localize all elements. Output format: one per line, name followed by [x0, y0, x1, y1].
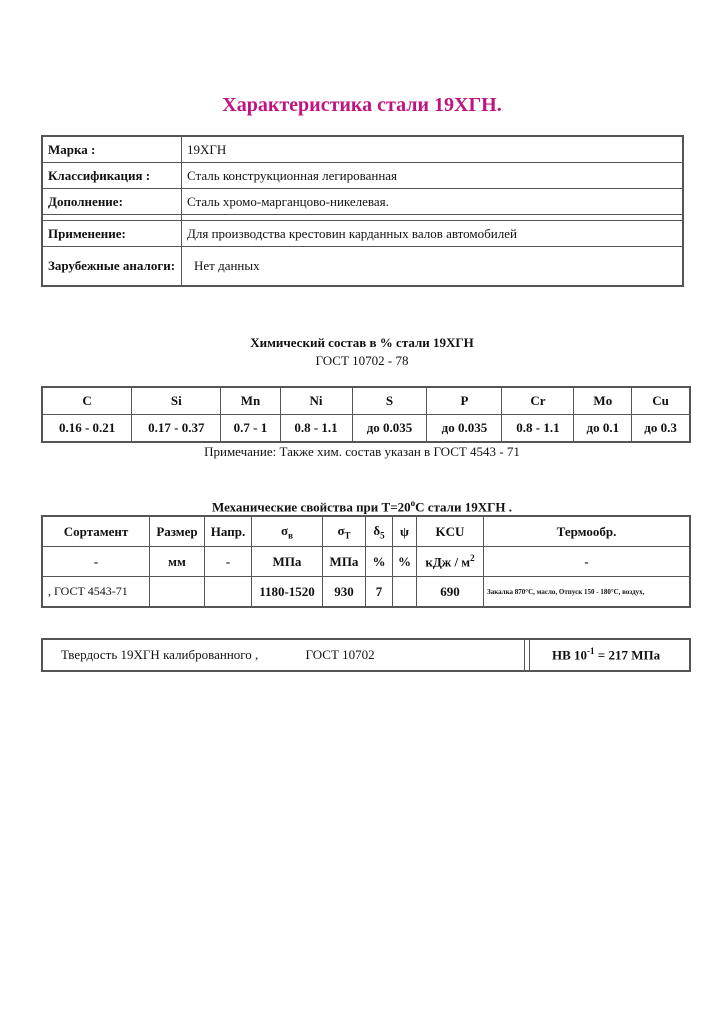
sigma-symbol: σ [281, 522, 289, 538]
mech-value: 1180-1520 [252, 577, 323, 607]
hardness-value-pre: HB 10 [552, 647, 588, 663]
mech-header: Напр. [205, 517, 252, 547]
mech-unit: мм [150, 547, 205, 577]
hardness-value-sup: -1 [587, 646, 595, 657]
chem-header: Mn [221, 388, 280, 415]
mech-unit: % [393, 547, 417, 577]
mech-unit-kcu [417, 547, 484, 577]
mech-unit: МПа [252, 547, 323, 577]
kcu-unit: кДж / м [425, 554, 471, 570]
mech-title-tail: C стали 19ХГН . [415, 499, 512, 515]
sigma-sub: в [288, 530, 293, 541]
chem-header: Ni [280, 388, 352, 415]
chem-value: 0.17 - 0.37 [132, 415, 221, 442]
table-row [43, 221, 683, 247]
chem-header: Cu [632, 388, 690, 415]
chem-header: Mo [574, 388, 632, 415]
chem-title: Химический состав в % стали 19ХГН [250, 335, 474, 350]
chem-header: P [427, 388, 502, 415]
mech-unit: - [43, 547, 150, 577]
chem-header-row [43, 388, 690, 415]
chem-header: Si [132, 388, 221, 415]
mech-header-row [43, 517, 690, 547]
mech-value: 7 [366, 577, 393, 607]
chem-value: 0.8 - 1.1 [280, 415, 352, 442]
chem-header: S [352, 388, 427, 415]
chem-header: Cr [502, 388, 574, 415]
chem-table [42, 387, 690, 442]
mech-value: , ГОСТ 4543-71 [43, 577, 150, 607]
sigma-sub: T [344, 530, 351, 541]
info-key: Дополнение: [43, 189, 182, 215]
mech-value: 930 [323, 577, 366, 607]
mech-header: KCU [417, 517, 484, 547]
delta-symbol: δ [373, 522, 381, 538]
info-key: Классификация : [43, 163, 182, 189]
hardness-value-post: = 217 МПа [594, 647, 661, 663]
mech-unit: - [484, 547, 690, 577]
mech-header: Сортамент [43, 517, 150, 547]
hardness-table [42, 639, 690, 671]
mech-header-sigma-b [252, 517, 323, 547]
kcu-unit-sup: 2 [470, 552, 475, 563]
chem-value: 0.16 - 0.21 [43, 415, 132, 442]
mech-header-delta [366, 517, 393, 547]
chem-note: Примечание: Также хим. состав указан в ГОСТ 4543 - 71 [204, 444, 520, 459]
chem-value: до 0.035 [427, 415, 502, 442]
info-key: Применение: [43, 221, 182, 247]
info-table [42, 136, 683, 286]
mech-title-degree: o [410, 498, 416, 508]
table-row [43, 163, 683, 189]
chem-header: C [43, 388, 132, 415]
table-row [43, 247, 683, 286]
info-key: Зарубежные аналоги: [43, 247, 182, 286]
info-value: 19ХГН [182, 137, 683, 163]
mech-units-row [43, 547, 690, 577]
mech-value [150, 577, 205, 607]
chem-value: до 0.1 [574, 415, 632, 442]
hardness-cell [43, 640, 525, 671]
mech-value-heat: Закалка 870°C, масло, Отпуск 150 - 180°C, воздух, [484, 577, 690, 607]
mech-value [393, 577, 417, 607]
hardness-value [530, 640, 690, 671]
table-row [43, 189, 683, 215]
mech-value [205, 577, 252, 607]
delta-sub: 5 [380, 530, 385, 541]
page-title: Характеристика стали 19ХГН. [222, 94, 502, 116]
mech-header: Термообр. [484, 517, 690, 547]
chem-value: до 0.035 [352, 415, 427, 442]
mech-unit: МПа [323, 547, 366, 577]
mech-unit: - [205, 547, 252, 577]
chem-value: 0.8 - 1.1 [502, 415, 574, 442]
sigma-symbol: σ [337, 522, 345, 538]
mech-title [0, 498, 724, 515]
info-value: Нет данных [182, 247, 683, 286]
info-key: Марка : [43, 137, 182, 163]
info-value: Для производства крестовин карданных валов автомобилей [182, 221, 683, 247]
mech-table [42, 516, 690, 607]
chem-standard: ГОСТ 10702 - 78 [315, 353, 409, 368]
chem-value-row [43, 415, 690, 442]
mech-header-sigma-t [323, 517, 366, 547]
table-row [43, 137, 683, 163]
table-row [43, 640, 690, 671]
mech-value: 690 [417, 577, 484, 607]
mech-title-text: Механические свойства при Т=20 [212, 499, 411, 515]
mech-header: ψ [393, 517, 417, 547]
info-value: Сталь хромо-марганцово-никелевая. [182, 189, 683, 215]
mech-header: Размер [150, 517, 205, 547]
info-value: Сталь конструкционная легированная [182, 163, 683, 189]
chem-value: 0.7 - 1 [221, 415, 280, 442]
hardness-standard: ГОСТ 10702 [305, 647, 375, 662]
chem-value: до 0.3 [632, 415, 690, 442]
mech-data-row [43, 577, 690, 607]
hardness-text: Твердость 19ХГН калиброванного , [61, 647, 259, 662]
mech-unit: % [366, 547, 393, 577]
